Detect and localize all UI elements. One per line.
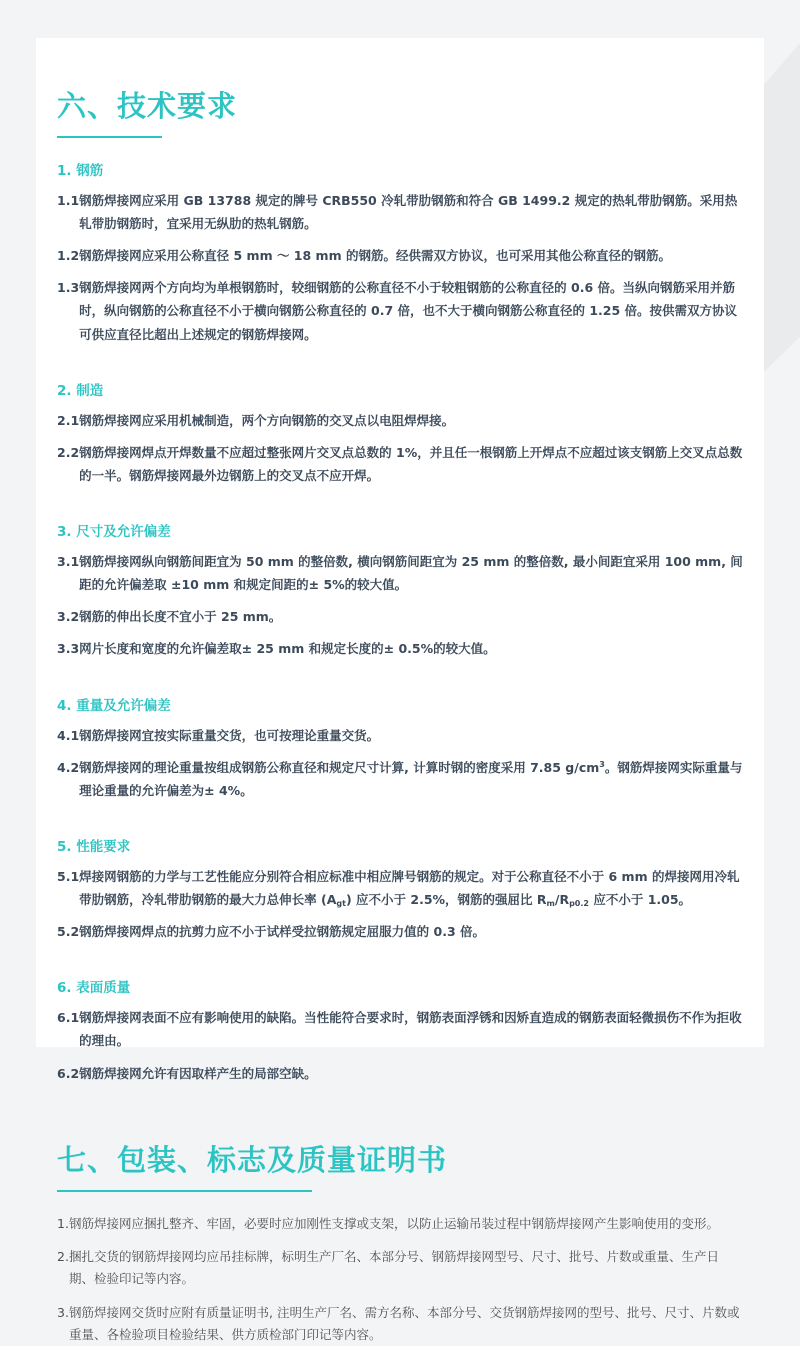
clause-number: 3.1 xyxy=(57,554,80,570)
clause-text: 钢筋焊接网应采用公称直径 5 mm ～ 18 mm 的钢筋。经供需双方协议，也可采用其他公称直径的钢筋。 xyxy=(79,248,671,264)
note-item xyxy=(57,1246,743,1290)
note-text: 钢筋焊接网交货时应附有质量证明书, 注明生产厂名、需方名称、本部分号、交货钢筋焊接网的型号、批号、尺寸、片数或重量、各检验项目检验结果、供方质检部门印记等内容。 xyxy=(69,1305,740,1343)
clause-text: 钢筋焊接网宜按实际重量交货，也可按理论重量交货。 xyxy=(79,727,380,743)
clause-item xyxy=(57,189,743,235)
subsection-heading: 6. 表面质量 xyxy=(57,980,131,997)
clause-text: 钢筋的伸出长度不宜小于 25 mm。 xyxy=(79,609,282,625)
clause-item xyxy=(57,756,743,802)
subsection-heading: 4. 重量及允许偏差 xyxy=(57,697,171,714)
clause-number: 5.2 xyxy=(57,924,80,940)
section-6-title: 六、技术要求 xyxy=(57,89,238,123)
clause-item xyxy=(57,244,743,267)
section-6-body xyxy=(57,159,743,1085)
note-number: 2. xyxy=(57,1249,69,1265)
clause-item xyxy=(57,276,743,345)
subsection-heading: 3. 尺寸及允许偏差 xyxy=(57,524,171,541)
subsection xyxy=(57,835,743,943)
subsection-heading: 1. 钢筋 xyxy=(57,162,104,179)
section-7 xyxy=(57,1142,743,1346)
clause-item xyxy=(57,865,743,911)
background-diagonal-decor xyxy=(763,43,800,373)
clause-item xyxy=(57,724,743,747)
clause-item xyxy=(57,605,743,628)
clause-number: 1.3 xyxy=(57,280,80,296)
clause-text: 网片长度和宽度的允许偏差取± 25 mm 和规定长度的± 0.5%的较大值。 xyxy=(79,641,496,657)
clause-number: 1.2 xyxy=(57,248,80,264)
clause-item xyxy=(57,441,743,487)
clause-number: 4.1 xyxy=(57,727,80,743)
clause-number: 5.1 xyxy=(57,868,80,884)
subsection xyxy=(57,159,743,346)
clause-text: 钢筋焊接网焊点开焊数量不应超过整张网片交叉点总数的 1%，并且任一根钢筋上开焊点不应超过该支钢筋上交叉点总数的一半。钢筋焊接网最外边钢筋上的交叉点不应开焊。 xyxy=(79,444,743,483)
document-page xyxy=(36,38,764,1343)
clause-item xyxy=(57,550,743,596)
note-item xyxy=(57,1213,743,1235)
note-text: 钢筋焊接网应捆扎整齐、牢固，必要时应加刚性支撑或支架，以防止运输吊装过程中钢筋焊接网产生影响使用的变形。 xyxy=(69,1215,720,1231)
clause-text: 钢筋焊接网纵向钢筋间距宜为 50 mm 的整倍数, 横向钢筋间距宜为 25 mm 的整倍数, 最小间距宜采用 100 mm, 间距的允许偏差取 ±10 mm 和规定间距的± 5%的较大值。 xyxy=(79,554,743,593)
note-item xyxy=(57,1302,743,1346)
clause-number: 2.1 xyxy=(57,412,80,428)
clause-item xyxy=(57,637,743,660)
section-7-title-underline xyxy=(57,1190,312,1192)
clause-number: 6.1 xyxy=(57,1010,80,1026)
clause-text: 钢筋焊接网应采用机械制造，两个方向钢筋的交叉点以电阻焊焊接。 xyxy=(79,412,455,428)
note-number: 3. xyxy=(57,1305,69,1321)
clause-text: 焊接网钢筋的力学与工艺性能应分别符合相应标准中相应牌号钢筋的规定。对于公称直径不小于 6 mm 的焊接网用冷轧带肋钢筋，冷轧带肋钢筋的最大力总伸长率 $(A_{gt})$ 应不小于 2.5%，钢筋的强屈比 $R_m/R_{p0.2}$ 应不小于 1.05。 xyxy=(79,868,740,909)
subsection xyxy=(57,520,743,661)
section-7-title: 七、包装、标志及质量证明书 xyxy=(57,1142,448,1177)
clause-text: 钢筋焊接网的理论重量按组成钢筋公称直径和规定尺寸计算, 计算时钢的密度采用 7.85 $g/cm^3$。钢筋焊接网实际重量与理论重量的允许偏差为± 4%。 xyxy=(79,759,743,798)
subsection-heading: 2. 制造 xyxy=(57,382,104,399)
section-6-title-underline xyxy=(57,136,162,138)
subsection xyxy=(57,379,743,487)
clause-item xyxy=(57,1006,743,1052)
clause-number: 3.2 xyxy=(57,609,80,625)
clause-text: 钢筋焊接网允许有因取样产生的局部空缺。 xyxy=(79,1065,317,1081)
note-number: 1. xyxy=(57,1215,69,1231)
clause-number: 6.2 xyxy=(57,1065,80,1081)
clause-number: 1.1 xyxy=(57,192,80,208)
clause-text: 钢筋焊接网两个方向均为单根钢筋时，较细钢筋的公称直径不小于较粗钢筋的公称直径的 0.6 倍。当纵向钢筋采用并筋时，纵向钢筋的公称直径不小于横向钢筋公称直径的 0.7 倍，也不大于横向钢筋公称直径的 1.25 倍。按供需双方协议可供应直径比超出上述规定的钢筋焊接网。 xyxy=(79,280,738,342)
subsection-heading: 5. 性能要求 xyxy=(57,838,131,855)
clause-text: 钢筋焊接网表面不应有影响使用的缺陷。当性能符合要求时，钢筋表面浮锈和因矫直造成的钢筋表面轻微损伤不作为拒收的理由。 xyxy=(79,1010,742,1049)
note-text: 捆扎交货的钢筋焊接网均应吊挂标牌，标明生产厂名、本部分号、钢筋焊接网型号、尺寸、批号、片数或重量、生产日期、检验印记等内容。 xyxy=(69,1249,720,1287)
clause-text: 钢筋焊接网焊点的抗剪力应不小于试样受拉钢筋规定屈服力值的 0.3 倍。 xyxy=(79,924,486,940)
subsection xyxy=(57,694,743,802)
clause-number: 3.3 xyxy=(57,641,80,657)
section-7-body xyxy=(57,1213,743,1346)
clause-text: 钢筋焊接网应采用 GB 13788 规定的牌号 CRB550 冷轧带肋钢筋和符合 GB 1499.2 规定的热轧带肋钢筋。采用热轧带肋钢筋时，宜采用无纵肋的热轧钢筋。 xyxy=(79,192,738,232)
clause-number: 2.2 xyxy=(57,444,80,460)
clause-item xyxy=(57,1062,743,1085)
subsection xyxy=(57,976,743,1084)
clause-item xyxy=(57,409,743,432)
clause-item xyxy=(57,920,743,943)
clause-number: 4.2 xyxy=(57,759,80,775)
